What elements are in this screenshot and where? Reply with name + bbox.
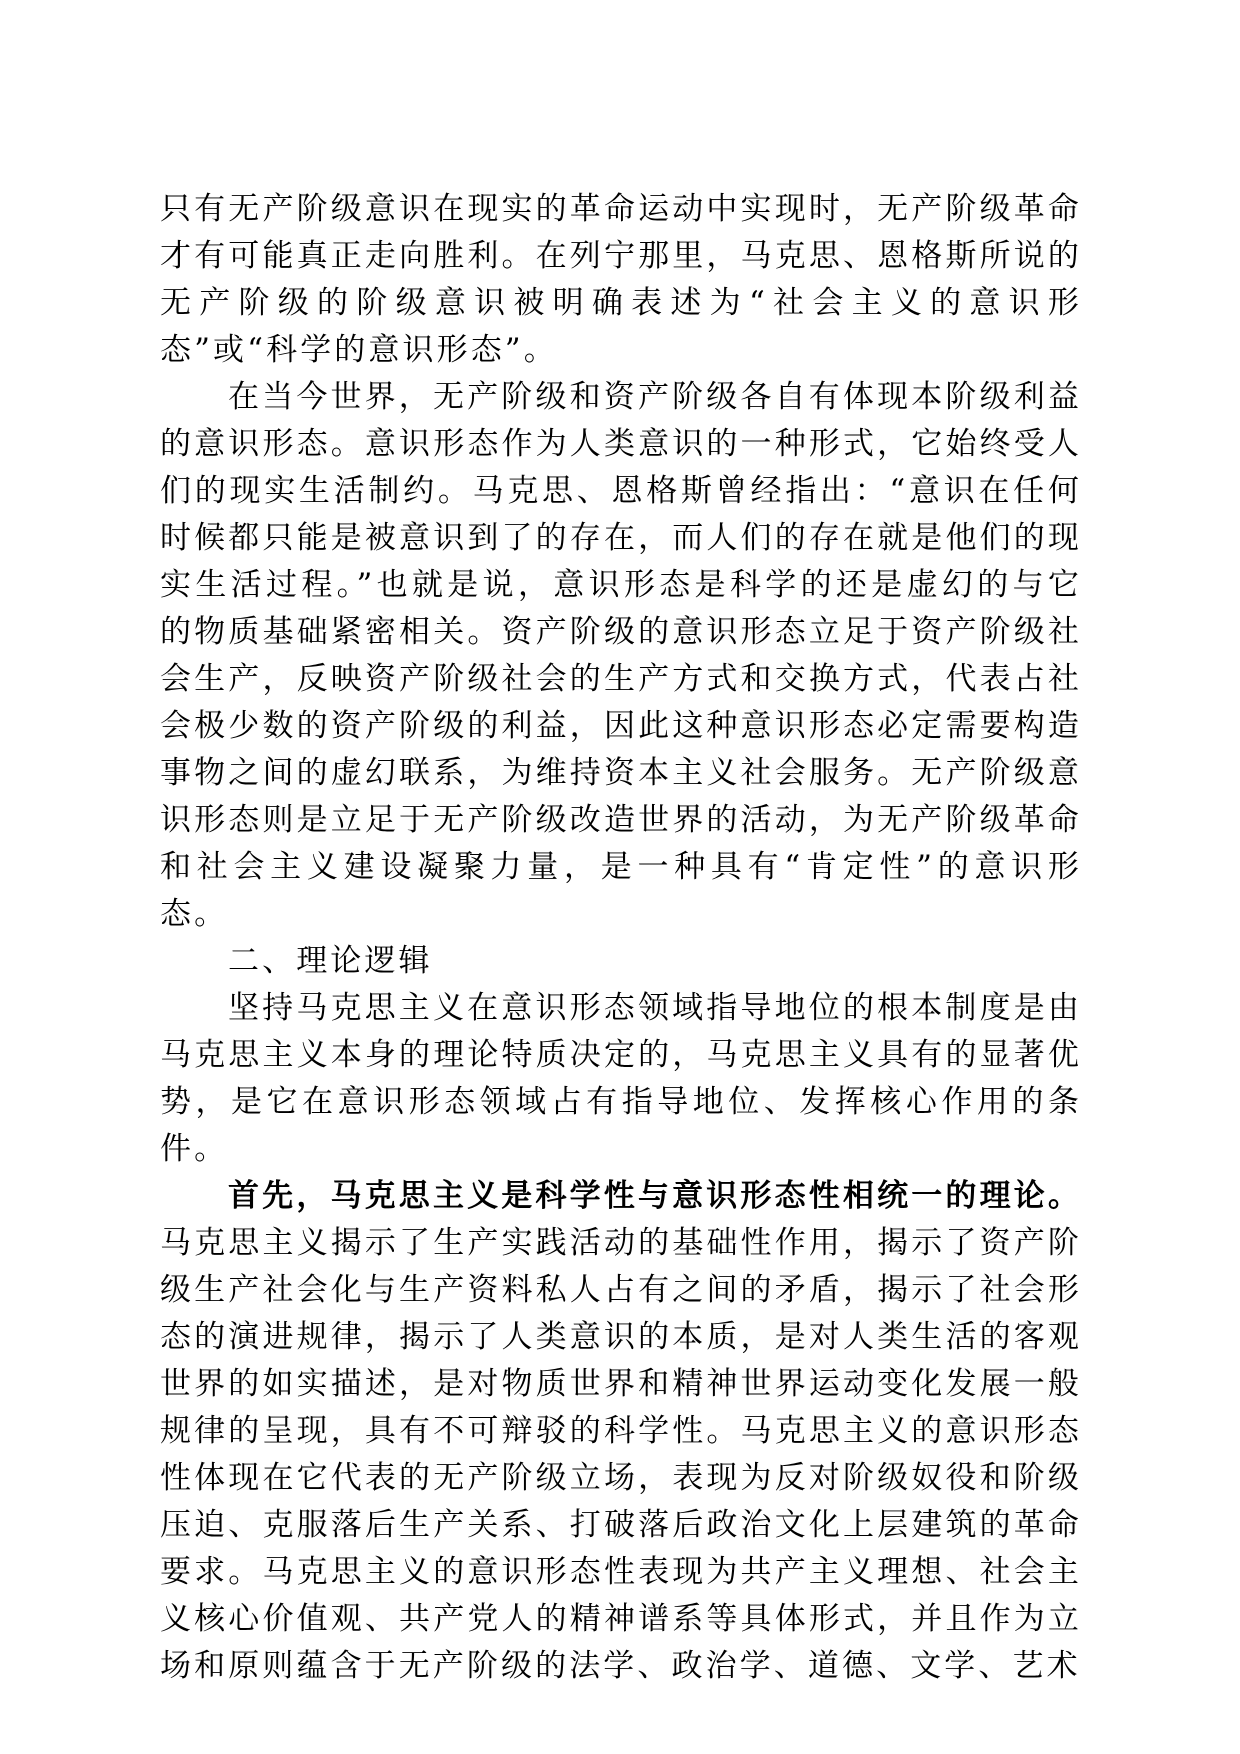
- document-page: [160, 186, 1082, 1690]
- paragraph-body-text: 马克思主义揭示了生产实践活动的基础性作用，揭示了资产阶级生产社会化与生产资料私人占有之间的矛盾，揭示了社会形态的演进规律，揭示了人类意识的本质，是对人类生活的客观世界的如实描述，是对物质世界和精神世界运动变化发展一般规律的呈现，具有不可辩驳的科学性。马克思主义的意识形态性体现在它代表的无产阶级立场，表现为反对阶级奴役和阶级压迫、克服落后生产关系、打破落后政治文化上层建筑的革命要求。马克思主义的意识形态性表现为共产主义理想、社会主义核心价值观、共产党人的精神谱系等具体形式，并且作为立场和原则蕴含于无产阶级的法学、政治学、道德、文学、艺术: [160, 1225, 1082, 1684]
- paragraph-scientific-ideological: [160, 1173, 1082, 1690]
- paragraph-lead-sentence: 首先，马克思主义是科学性与意识形态性相统一的理论。: [228, 1178, 1082, 1214]
- paragraph-theory-intro: 坚持马克思主义在意识形态领域指导地位的根本制度是由马克思主义本身的理论特质决定的，马克思主义具有的显著优势，是它在意识形态领域占有指导地位、发挥核心作用的条件。: [160, 990, 1082, 1167]
- section-heading-theoretical-logic: 二、理论逻辑: [228, 943, 433, 979]
- paragraph-continuation: 只有无产阶级意识在现实的革命运动中实现时，无产阶级革命才有可能真正走向胜利。在列宁那里，马克思、恩格斯所说的无产阶级的阶级意识被明确表述为“社会主义的意识形态”或“科学的意识形态”。: [160, 191, 1082, 368]
- paragraph-ideology-world: 在当今世界，无产阶级和资产阶级各自有体现本阶级利益的意识形态。意识形态作为人类意识的一种形式，它始终受人们的现实生活制约。马克思、恩格斯曾经指出：“意识在任何时候都只能是被意识到了的存在，而人们的存在就是他们的现实生活过程。”也就是说，意识形态是科学的还是虚幻的与它的物质基础紧密相关。资产阶级的意识形态立足于资产阶级社会生产，反映资产阶级社会的生产方式和交换方式，代表占社会极少数的资产阶级的利益，因此这种意识形态必定需要构造事物之间的虚幻联系，为维持资本主义社会服务。无产阶级意识形态则是立足于无产阶级改造世界的活动，为无产阶级革命和社会主义建设凝聚力量，是一种具有“肯定性”的意识形态。: [160, 379, 1082, 932]
